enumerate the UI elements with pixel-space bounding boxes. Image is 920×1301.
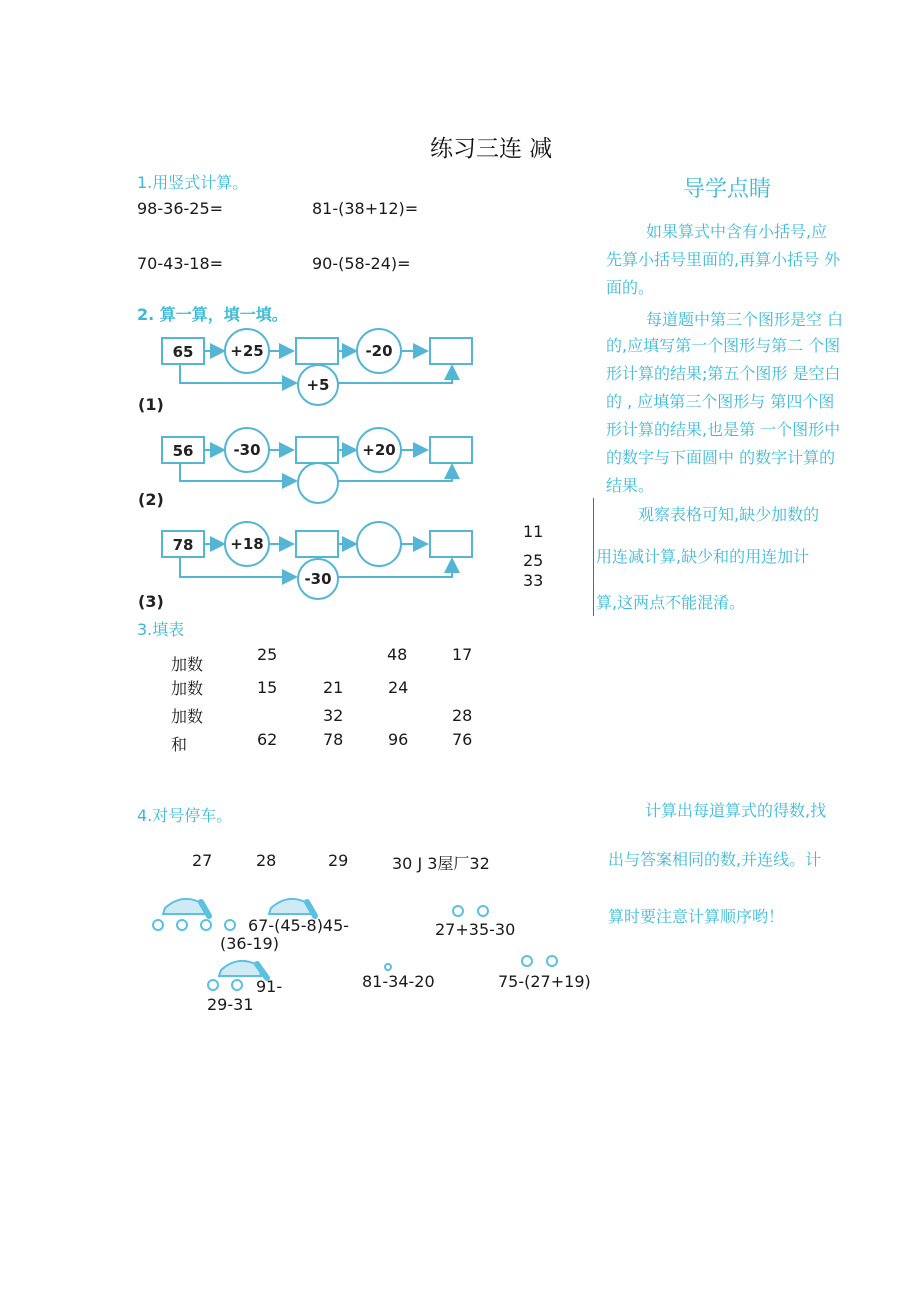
stray-number: 11: [523, 522, 544, 541]
table-row-label: 和: [171, 735, 188, 754]
q4-heading: 4.对号停车。: [137, 806, 233, 825]
stray-number: 25: [523, 551, 544, 570]
svg-text:-30: -30: [304, 570, 332, 588]
tip-line: 用连减计算,缺少和的用连加计: [596, 547, 810, 566]
q1-item: 70-43-18=: [137, 254, 224, 273]
q1-item: 98-36-25=: [137, 199, 224, 218]
parking-number: 27: [192, 851, 213, 870]
diagram-label: (1): [138, 395, 164, 414]
diagram-start-value: 65: [172, 343, 194, 361]
tip-line: 的 , 应填第三个图形与 第四个图: [606, 392, 835, 411]
flow-diagrams: [130, 325, 490, 615]
table-cell: 24: [388, 678, 409, 697]
table-cell: 32: [323, 706, 344, 725]
diagram-3: [138, 522, 472, 611]
tip-line: 的数字与下面圆中 的数字计算的: [606, 448, 836, 467]
diagram-blank-box: [296, 531, 338, 557]
expression: 27+35-30: [435, 920, 516, 939]
expression: 81-34-20: [362, 972, 435, 991]
table-cell: 48: [387, 645, 408, 664]
diagram-result-box: [430, 338, 472, 364]
diagram-1: [138, 329, 472, 414]
car-icon-1: [153, 899, 235, 930]
expression: 75-(27+19): [498, 972, 591, 991]
table-cell: 28: [452, 706, 473, 725]
q1-item: 81-(38+12)=: [312, 199, 419, 218]
svg-text:+18: +18: [230, 535, 264, 553]
parking-number: 29: [328, 851, 349, 870]
tip-line: 计算出每道算式的得数,找: [645, 801, 827, 820]
q2-heading: 2. 算一算，填一填。: [137, 305, 288, 324]
page-title: 练习三连 减: [430, 136, 553, 162]
tip-line: 的,应填写第一个图形与第二 个图: [606, 336, 841, 355]
tip-line: 算时要注意计算顺序哟！: [608, 907, 785, 926]
svg-text:-20: -20: [365, 342, 393, 360]
car-icon-2: [269, 899, 315, 916]
expression: 29-31: [207, 995, 254, 1014]
svg-text:-30: -30: [233, 441, 261, 459]
table-cell: 62: [257, 730, 278, 749]
svg-text:+20: +20: [362, 441, 396, 459]
parking-number: 30 J 3屋厂32: [392, 854, 490, 873]
diagram-blank-box: [296, 338, 338, 364]
diagram-start-value: 56: [172, 442, 194, 460]
diagram-result-box: [430, 437, 472, 463]
diagram-result-box: [430, 531, 472, 557]
table-cell: 76: [452, 730, 473, 749]
diagram-label: (3): [138, 592, 164, 611]
table-row-label: 加数: [171, 655, 204, 674]
wheels-5: [522, 956, 557, 966]
diagram-op-circle: [357, 522, 401, 566]
expression: 67-(45-8)45-: [248, 916, 350, 935]
tip-line: 如果算式中含有小括号,应: [646, 222, 828, 241]
diagram-start-value: 78: [172, 536, 194, 554]
tip-line: 先算小括号里面的,再算小括号 外: [606, 250, 841, 269]
table-row-label: 加数: [171, 707, 204, 726]
table-cell: 15: [257, 678, 278, 697]
tip-line: 形计算的结果,也是第 一个图形中: [606, 420, 841, 439]
tip-line: 观察表格可知,缺少加数的: [638, 505, 820, 524]
sidebar-divider: [593, 498, 594, 616]
svg-text:+25: +25: [230, 342, 264, 360]
q1-item: 90-(58-24)=: [312, 254, 411, 273]
diagram-bottom-circle: [298, 463, 338, 503]
svg-text:+5: +5: [306, 376, 330, 394]
tip-line: 结果。: [606, 476, 655, 495]
table-cell: 25: [257, 645, 278, 664]
stray-number: 33: [523, 571, 544, 590]
tip-line: 出与答案相同的数,并连线。计: [608, 850, 822, 869]
parking-number: 28: [256, 851, 277, 870]
wheels-4: [385, 964, 391, 970]
tip-line: 面的。: [606, 278, 655, 297]
diagram-2: [138, 428, 472, 509]
table-cell: 17: [452, 645, 473, 664]
diagram-label: (2): [138, 490, 164, 509]
table-cell: 96: [388, 730, 409, 749]
table-cell: 21: [323, 678, 344, 697]
q3-heading: 3.填表: [137, 620, 185, 639]
table-cell: 78: [323, 730, 344, 749]
expression: (36-19): [220, 934, 279, 953]
q1-heading: 1.用竖式计算。: [137, 173, 249, 192]
tip-line: 算,这两点不能混淆。: [596, 593, 746, 612]
table-row-label: 加数: [171, 679, 204, 698]
sidebar-title: 导学点睛: [683, 177, 772, 202]
tip-line: 形计算的结果;第五个图形 是空白: [606, 364, 841, 383]
wheels-2: [453, 906, 488, 916]
expression: 91-: [256, 977, 283, 996]
tip-line: 每道题中第三个图形是空 白: [646, 310, 844, 329]
diagram-blank-box: [296, 437, 338, 463]
